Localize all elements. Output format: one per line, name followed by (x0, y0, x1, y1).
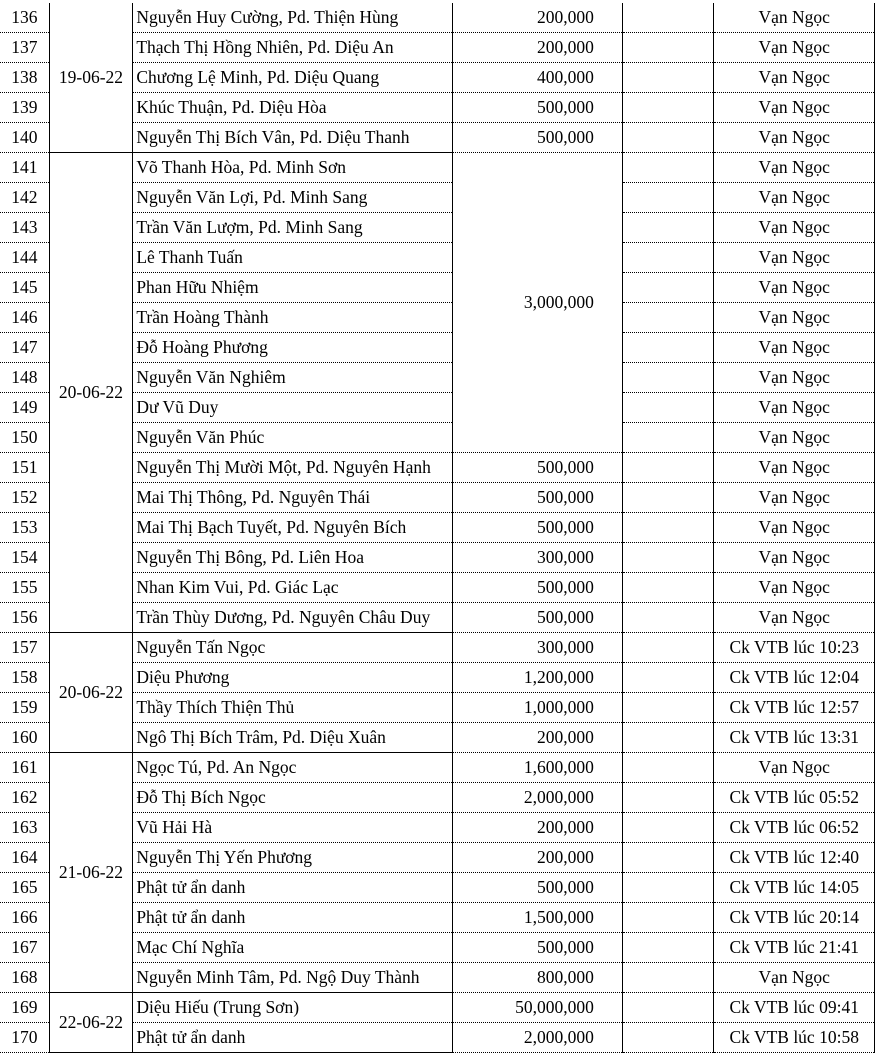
amount-cell: 1,600,000 (452, 753, 622, 783)
date-cell: 21-06-22 (49, 753, 133, 993)
amount-cell: 500,000 (452, 603, 622, 633)
empty-cell (622, 1023, 714, 1053)
empty-cell (622, 573, 714, 603)
donor-name: Khúc Thuận, Pd. Diệu Hòa (133, 93, 453, 123)
donor-name: Đỗ Hoàng Phương (133, 333, 453, 363)
row-number: 141 (0, 153, 49, 183)
note-cell: Vạn Ngọc (714, 483, 875, 513)
row-number: 155 (0, 573, 49, 603)
amount-cell: 500,000 (452, 123, 622, 153)
row-number: 159 (0, 693, 49, 723)
empty-cell (622, 723, 714, 753)
donor-name: Diệu Hiếu (Trung Sơn) (133, 993, 453, 1023)
donor-name: Nguyễn Thị Bông, Pd. Liên Hoa (133, 543, 453, 573)
note-cell: Ck VTB lúc 12:57 (714, 693, 875, 723)
table-row (0, 753, 875, 783)
empty-cell (622, 33, 714, 63)
note-cell: Vạn Ngọc (714, 93, 875, 123)
amount-cell: 200,000 (452, 33, 622, 63)
row-number: 151 (0, 453, 49, 483)
note-cell: Ck VTB lúc 12:40 (714, 843, 875, 873)
note-cell: Vạn Ngọc (714, 3, 875, 33)
donor-name: Trần Hoàng Thành (133, 303, 453, 333)
row-number: 168 (0, 963, 49, 993)
row-number: 149 (0, 393, 49, 423)
amount-cell: 500,000 (452, 873, 622, 903)
table-row (0, 3, 875, 33)
note-cell: Ck VTB lúc 12:04 (714, 663, 875, 693)
amount-cell: 500,000 (452, 573, 622, 603)
donor-name: Phật tử ẩn danh (133, 903, 453, 933)
donor-name: Nguyễn Văn Lợi, Pd. Minh Sang (133, 183, 453, 213)
amount-cell: 2,000,000 (452, 783, 622, 813)
empty-cell (622, 663, 714, 693)
donor-name: Nguyễn Văn Nghiêm (133, 363, 453, 393)
empty-cell (622, 933, 714, 963)
row-number: 153 (0, 513, 49, 543)
amount-cell: 400,000 (452, 63, 622, 93)
note-cell: Vạn Ngọc (714, 243, 875, 273)
row-number: 166 (0, 903, 49, 933)
donor-name: Mai Thị Thông, Pd. Nguyên Thái (133, 483, 453, 513)
row-number: 158 (0, 663, 49, 693)
note-cell: Vạn Ngọc (714, 63, 875, 93)
amount-cell: 300,000 (452, 633, 622, 663)
donor-name: Chương Lệ Minh, Pd. Diệu Quang (133, 63, 453, 93)
note-cell: Vạn Ngọc (714, 303, 875, 333)
donor-name: Diệu Phương (133, 663, 453, 693)
donor-name: Vũ Hải Hà (133, 813, 453, 843)
note-cell: Vạn Ngọc (714, 453, 875, 483)
donor-name: Trần Văn Lượm, Pd. Minh Sang (133, 213, 453, 243)
empty-cell (622, 183, 714, 213)
amount-cell: 200,000 (452, 843, 622, 873)
empty-cell (622, 153, 714, 183)
note-cell: Ck VTB lúc 20:14 (714, 903, 875, 933)
note-cell: Vạn Ngọc (714, 393, 875, 423)
note-cell: Ck VTB lúc 14:05 (714, 873, 875, 903)
row-number: 154 (0, 543, 49, 573)
row-number: 150 (0, 423, 49, 453)
row-number: 169 (0, 993, 49, 1023)
empty-cell (622, 963, 714, 993)
row-number: 162 (0, 783, 49, 813)
row-number: 145 (0, 273, 49, 303)
amount-cell: 200,000 (452, 3, 622, 33)
row-number: 138 (0, 63, 49, 93)
note-cell: Ck VTB lúc 21:41 (714, 933, 875, 963)
note-cell: Vạn Ngọc (714, 333, 875, 363)
empty-cell (622, 903, 714, 933)
row-number: 144 (0, 243, 49, 273)
row-number: 164 (0, 843, 49, 873)
row-number: 167 (0, 933, 49, 963)
amount-cell: 500,000 (452, 93, 622, 123)
note-cell: Vạn Ngọc (714, 603, 875, 633)
empty-cell (622, 753, 714, 783)
donor-name: Mạc Chí Nghĩa (133, 933, 453, 963)
note-cell: Vạn Ngọc (714, 213, 875, 243)
note-cell: Ck VTB lúc 10:58 (714, 1023, 875, 1053)
row-number: 142 (0, 183, 49, 213)
empty-cell (622, 813, 714, 843)
note-cell: Ck VTB lúc 09:41 (714, 993, 875, 1023)
note-cell: Vạn Ngọc (714, 363, 875, 393)
note-cell: Ck VTB lúc 10:23 (714, 633, 875, 663)
row-number: 160 (0, 723, 49, 753)
amount-cell: 500,000 (452, 453, 622, 483)
empty-cell (622, 123, 714, 153)
amount-cell: 3,000,000 (452, 153, 622, 453)
donor-name: Phan Hữu Nhiệm (133, 273, 453, 303)
row-number: 163 (0, 813, 49, 843)
donor-name: Dư Vũ Duy (133, 393, 453, 423)
empty-cell (622, 453, 714, 483)
empty-cell (622, 63, 714, 93)
amount-cell: 300,000 (452, 543, 622, 573)
row-number: 143 (0, 213, 49, 243)
row-number: 139 (0, 93, 49, 123)
amount-cell: 50,000,000 (452, 993, 622, 1023)
empty-cell (622, 993, 714, 1023)
row-number: 136 (0, 3, 49, 33)
empty-cell (622, 693, 714, 723)
donor-name: Nhan Kim Vui, Pd. Giác Lạc (133, 573, 453, 603)
amount-cell: 200,000 (452, 723, 622, 753)
row-number: 165 (0, 873, 49, 903)
note-cell: Vạn Ngọc (714, 123, 875, 153)
donor-name: Phật tử ẩn danh (133, 1023, 453, 1053)
amount-cell: 1,200,000 (452, 663, 622, 693)
row-number: 140 (0, 123, 49, 153)
donor-name: Trần Thùy Dương, Pd. Nguyên Châu Duy (133, 603, 453, 633)
note-cell: Vạn Ngọc (714, 573, 875, 603)
empty-cell (622, 363, 714, 393)
date-cell: 20-06-22 (49, 633, 133, 753)
donor-name: Đỗ Thị Bích Ngọc (133, 783, 453, 813)
empty-cell (622, 393, 714, 423)
row-number: 157 (0, 633, 49, 663)
note-cell: Vạn Ngọc (714, 753, 875, 783)
donation-table (0, 3, 875, 1053)
amount-cell: 500,000 (452, 933, 622, 963)
date-cell: 20-06-22 (49, 153, 133, 633)
empty-cell (622, 3, 714, 33)
donor-name: Nguyễn Thị Bích Vân, Pd. Diệu Thanh (133, 123, 453, 153)
amount-cell: 800,000 (452, 963, 622, 993)
row-number: 146 (0, 303, 49, 333)
note-cell: Vạn Ngọc (714, 183, 875, 213)
empty-cell (622, 633, 714, 663)
empty-cell (622, 243, 714, 273)
amount-cell: 500,000 (452, 483, 622, 513)
empty-cell (622, 603, 714, 633)
row-number: 148 (0, 363, 49, 393)
note-cell: Vạn Ngọc (714, 513, 875, 543)
donor-name: Ngô Thị Bích Trâm, Pd. Diệu Xuân (133, 723, 453, 753)
note-cell: Vạn Ngọc (714, 153, 875, 183)
date-cell: 19-06-22 (49, 3, 133, 153)
note-cell: Ck VTB lúc 06:52 (714, 813, 875, 843)
amount-cell: 2,000,000 (452, 1023, 622, 1053)
donation-table-body (0, 3, 875, 1053)
donor-name: Ngọc Tú, Pd. An Ngọc (133, 753, 453, 783)
donor-name: Thạch Thị Hồng Nhiên, Pd. Diệu An (133, 33, 453, 63)
donor-name: Phật tử ẩn danh (133, 873, 453, 903)
row-number: 137 (0, 33, 49, 63)
empty-cell (622, 333, 714, 363)
table-row (0, 633, 875, 663)
empty-cell (622, 273, 714, 303)
amount-cell: 500,000 (452, 513, 622, 543)
donor-name: Nguyễn Tấn Ngọc (133, 633, 453, 663)
empty-cell (622, 423, 714, 453)
empty-cell (622, 303, 714, 333)
row-number: 152 (0, 483, 49, 513)
donor-name: Lê Thanh Tuấn (133, 243, 453, 273)
empty-cell (622, 783, 714, 813)
table-row (0, 993, 875, 1023)
empty-cell (622, 873, 714, 903)
amount-cell: 200,000 (452, 813, 622, 843)
note-cell: Vạn Ngọc (714, 423, 875, 453)
donor-name: Nguyễn Minh Tâm, Pd. Ngộ Duy Thành (133, 963, 453, 993)
empty-cell (622, 543, 714, 573)
note-cell: Vạn Ngọc (714, 543, 875, 573)
row-number: 161 (0, 753, 49, 783)
empty-cell (622, 843, 714, 873)
empty-cell (622, 213, 714, 243)
donor-name: Mai Thị Bạch Tuyết, Pd. Nguyên Bích (133, 513, 453, 543)
empty-cell (622, 513, 714, 543)
note-cell: Vạn Ngọc (714, 273, 875, 303)
note-cell: Vạn Ngọc (714, 963, 875, 993)
donor-name: Nguyễn Thị Yến Phương (133, 843, 453, 873)
donor-name: Thầy Thích Thiện Thủ (133, 693, 453, 723)
date-cell: 22-06-22 (49, 993, 133, 1053)
donor-name: Nguyễn Thị Mười Một, Pd. Nguyên Hạnh (133, 453, 453, 483)
amount-cell: 1,500,000 (452, 903, 622, 933)
note-cell: Ck VTB lúc 05:52 (714, 783, 875, 813)
row-number: 170 (0, 1023, 49, 1053)
note-cell: Vạn Ngọc (714, 33, 875, 63)
donor-name: Nguyễn Văn Phúc (133, 423, 453, 453)
empty-cell (622, 93, 714, 123)
amount-cell: 1,000,000 (452, 693, 622, 723)
note-cell: Ck VTB lúc 13:31 (714, 723, 875, 753)
donor-name: Võ Thanh Hòa, Pd. Minh Sơn (133, 153, 453, 183)
donor-name: Nguyễn Huy Cường, Pd. Thiện Hùng (133, 3, 453, 33)
row-number: 147 (0, 333, 49, 363)
row-number: 156 (0, 603, 49, 633)
empty-cell (622, 483, 714, 513)
table-row (0, 153, 875, 183)
